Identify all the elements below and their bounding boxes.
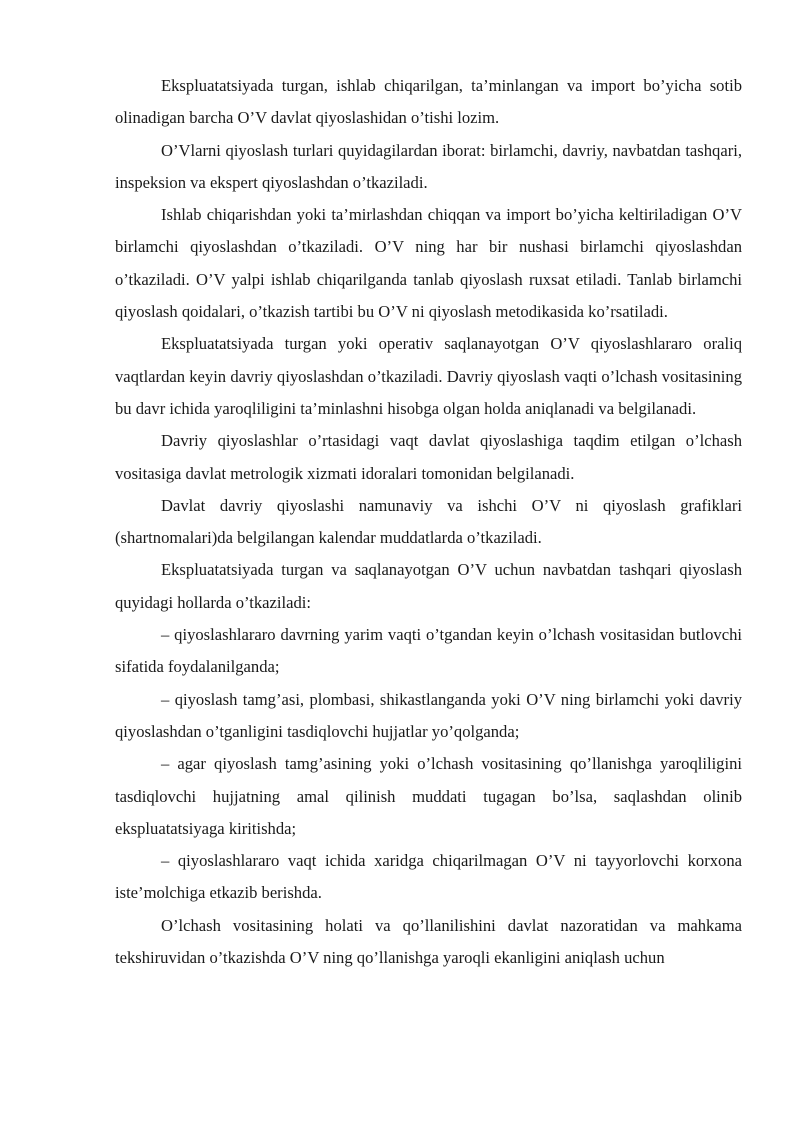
list-item: – qiyoslashlararo davrning yarim vaqti o’tgandan keyin o’lchash vositasidan butlovchi sifatida foydalanilganda; [115,625,742,677]
paragraph: Davriy qiyoslashlar o’rtasidagi vaqt davlat qiyoslashiga taqdim etilgan o’lchash vositasiga davlat metrologik xizmati idoralari tomonidan belgilanadi. [115,431,742,483]
paragraph: Ekspluatatsiyada turgan va saqlanayotgan O’V uchun navbatdan tashqari qiyoslash quyidagi hollarda o’tkaziladi: [115,560,742,612]
paragraph: O’Vlarni qiyoslash turlari quyidagilardan iborat: birlamchi, davriy, navbatdan tashqari, inspeksion va ekspert qiyoslashdan o’tkaziladi. [115,140,742,192]
document-body [115,70,742,974]
paragraph: Ishlab chiqarishdan yoki ta’mirlashdan chiqqan va import bo’yicha keltiriladigan O’V birlamchi qiyoslashdan o’tkaziladi. O’V ning har bir nushasi birlamchi qiyoslashdan o’tkaziladi. O’V yalpi ishlab chiqarilganda tanlab qiyoslash ruxsat etiladi. Tanlab birlamchi qiyoslash qoidalari, o’tkazish tartibi bu O’V ni qiyoslash metodikasida ko’rsatiladi. [115,205,742,322]
paragraph: Ekspluatatsiyada turgan yoki operativ saqlanayotgan O’V qiyoslashlararo oraliq vaqtlardan keyin davriy qiyoslashdan o’tkaziladi. Davriy qiyoslash vaqti o’lchash vositasining bu davr ichida yaroqliligini ta’minlashni hisobga olgan holda aniqlanadi va belgilanadi. [115,334,742,418]
list-item: – qiyoslash tamg’asi, plombasi, shikastlanganda yoki O’V ning birlamchi yoki davriy qiyoslashdan o’tganligini tasdiqlovchi hujjatlar yo’qolganda; [115,689,742,741]
list-item: – agar qiyoslash tamg’asining yoki o’lchash vositasining qo’llanishga yaroqliligini tasdiqlovchi hujjatning amal qilinish muddati tugagan bo’lsa, saqlashdan olinib ekspluatatsiyaga kiritishda; [115,754,742,838]
paragraph: O’lchash vositasining holati va qo’llanilishini davlat nazoratidan va mahkama tekshiruvidan o’tkazishda O’V ning qo’llanishga yaroqli ekanligini aniqlash uchun [115,915,742,968]
paragraph: Davlat davriy qiyoslashi namunaviy va ishchi O’V ni qiyoslash grafiklari (shartnomalari)da belgilangan kalendar muddatlarda o’tkaziladi. [115,495,742,548]
list-item: – qiyoslashlararo vaqt ichida xaridga chiqarilmagan O’V ni tayyorlovchi korxona iste’molchiga etkazib berishda. [115,851,742,903]
paragraph: Ekspluatatsiyada turgan, ishlab chiqarilgan, ta’minlangan va import bo’yicha sotib olinadigan barcha O’V davlat qiyoslashidan o’tishi lozim. [115,76,742,128]
